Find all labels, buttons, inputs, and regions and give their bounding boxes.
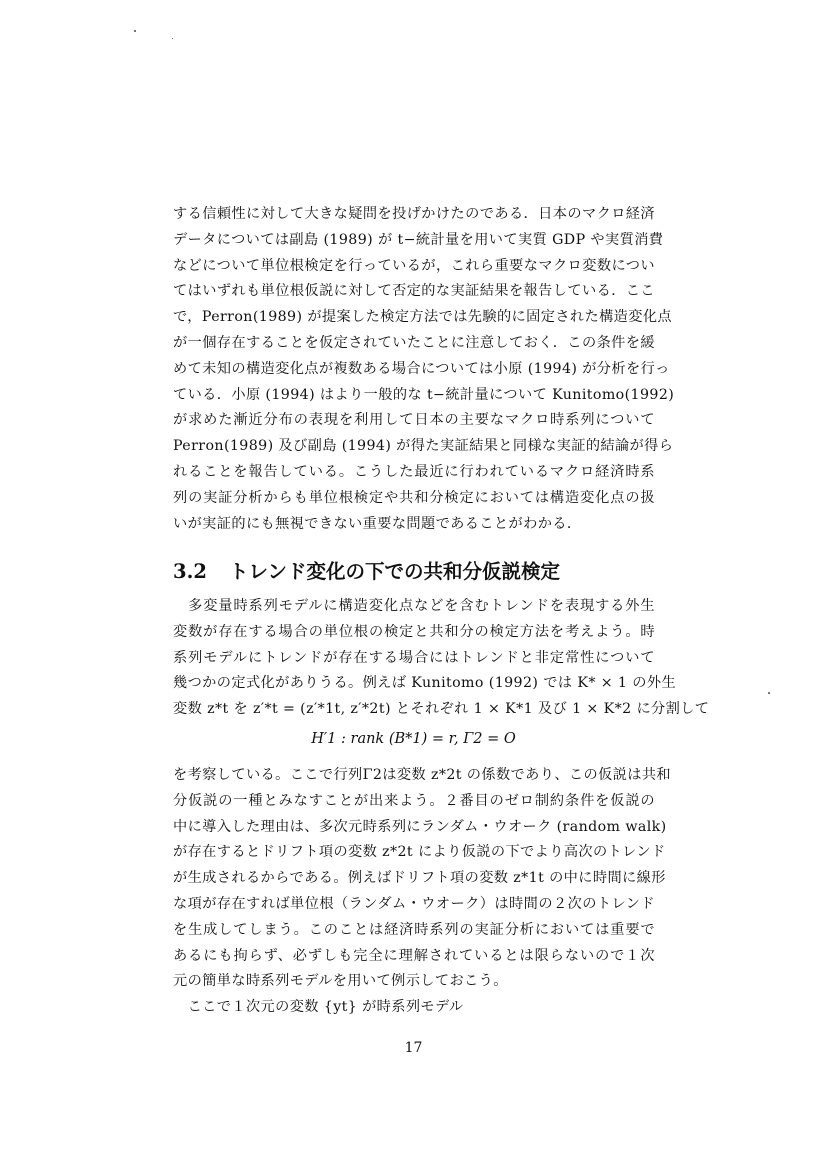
paragraph-3	[173, 763, 672, 1021]
text-line: 変数 z*t を z′*t = (z′*1t, z′*2t) とそれぞれ 1 × K*1 及び 1 × K*2 に分割して	[173, 701, 710, 718]
section-heading	[173, 556, 560, 584]
text-line: する信頼性に対して大きな疑問を投げかけたのである．日本のマクロ経済	[173, 206, 655, 222]
text-line: 分仮説の一種とみなすことが出来よう。２番目のゼロ制約条件を仮説の	[173, 792, 655, 809]
text-line: データについては副島 (1989) が t−統計量を用いて実質 GDP や実質消費	[173, 231, 664, 248]
text-line: が存在するとドリフト項の変数 z*2t により仮説の下でより高次のトレンド	[173, 844, 666, 861]
text-line: 列の実証分析からも単位根検定や共和分検定においては構造変化点の扱	[173, 489, 655, 506]
text-line: ている．小原 (1994) はより一般的な t−統計量について Kunitomo(1992)	[173, 386, 675, 403]
text-line: を生成してしまう。このことは経済時系列の実証分析においては重要で	[173, 921, 655, 938]
equation: H′1 : rank (B*1) = r, Γ2 = O	[311, 731, 516, 747]
section-number: 3.2	[173, 560, 207, 583]
text-line: で，Perron(1989) が提案した検定方法では先験的に固定された構造変化点	[173, 309, 673, 326]
page-number: 17	[404, 1040, 423, 1056]
scan-speck	[134, 30, 136, 32]
text-line: 変数が存在する場合の単位根の検定と共和分の検定方法を考えよう。時	[173, 623, 655, 640]
text-line: Perron(1989) 及び副島 (1994) が得た実証結果と同様な実証的結論が得ら	[173, 438, 674, 455]
text-line: が一個存在することを仮定されていたことに注意しておく．この条件を緩	[173, 334, 655, 351]
text-line: れることを報告している。こうした最近に行われているマクロ経済時系	[173, 463, 655, 480]
text-line: を考察している。ここで行列Γ2は変数 z*2t の係数であり、この仮説は共和	[173, 767, 672, 783]
text-line: 多変量時系列モデルに構造変化点などを含むトレンドを表現する外生	[173, 598, 655, 614]
text-line: が求めた漸近分布の表現を利用して日本の主要なマクロ時系列について	[173, 412, 655, 429]
text-line: めて未知の構造変化点が複数ある場合については小原 (1994) が分析を行っ	[173, 360, 670, 377]
text-line: な項が存在すれば単位根（ランダム・ウオーク）は時間の２次のトレンド	[173, 895, 655, 912]
text-line: いが実証的にも無視できない重要な問題であることがわかる．	[173, 515, 582, 532]
paragraph-1	[173, 202, 675, 537]
text-line: 系列モデルにトレンドが存在する場合にはトレンドと非定常性について	[173, 649, 655, 666]
text-line: てはいずれも単位根仮説に対して否定的な実証結果を報告している．ここ	[173, 283, 655, 300]
scan-speck	[768, 692, 770, 694]
text-line: 幾つかの定式化がありうる。例えば Kunitomo (1992) では K* × 1 の外生	[173, 675, 677, 692]
section-title: トレンド変化の下での共和分仮説検定	[229, 560, 561, 583]
paragraph-2	[173, 594, 710, 723]
text-line: 元の簡単な時系列モデルを用いて例示しておこう。	[173, 973, 508, 990]
text-line: あるにも拘らず、必ずしも完全に理解されているとは限らないので１次	[173, 947, 655, 964]
text-line: 中に導入した理由は、多次元時系列にランダム・ウオーク (random walk)	[173, 818, 667, 835]
text-line: ここで１次元の変数 {yt} が時系列モデル	[173, 999, 464, 1016]
text-line: などについて単位根検定を行っているが，これら重要なマクロ変数につい	[173, 257, 655, 274]
scan-speck	[172, 38, 173, 39]
text-line: が生成されるからである。例えばドリフト項の変数 z*1t の中に時間に線形	[173, 870, 666, 887]
